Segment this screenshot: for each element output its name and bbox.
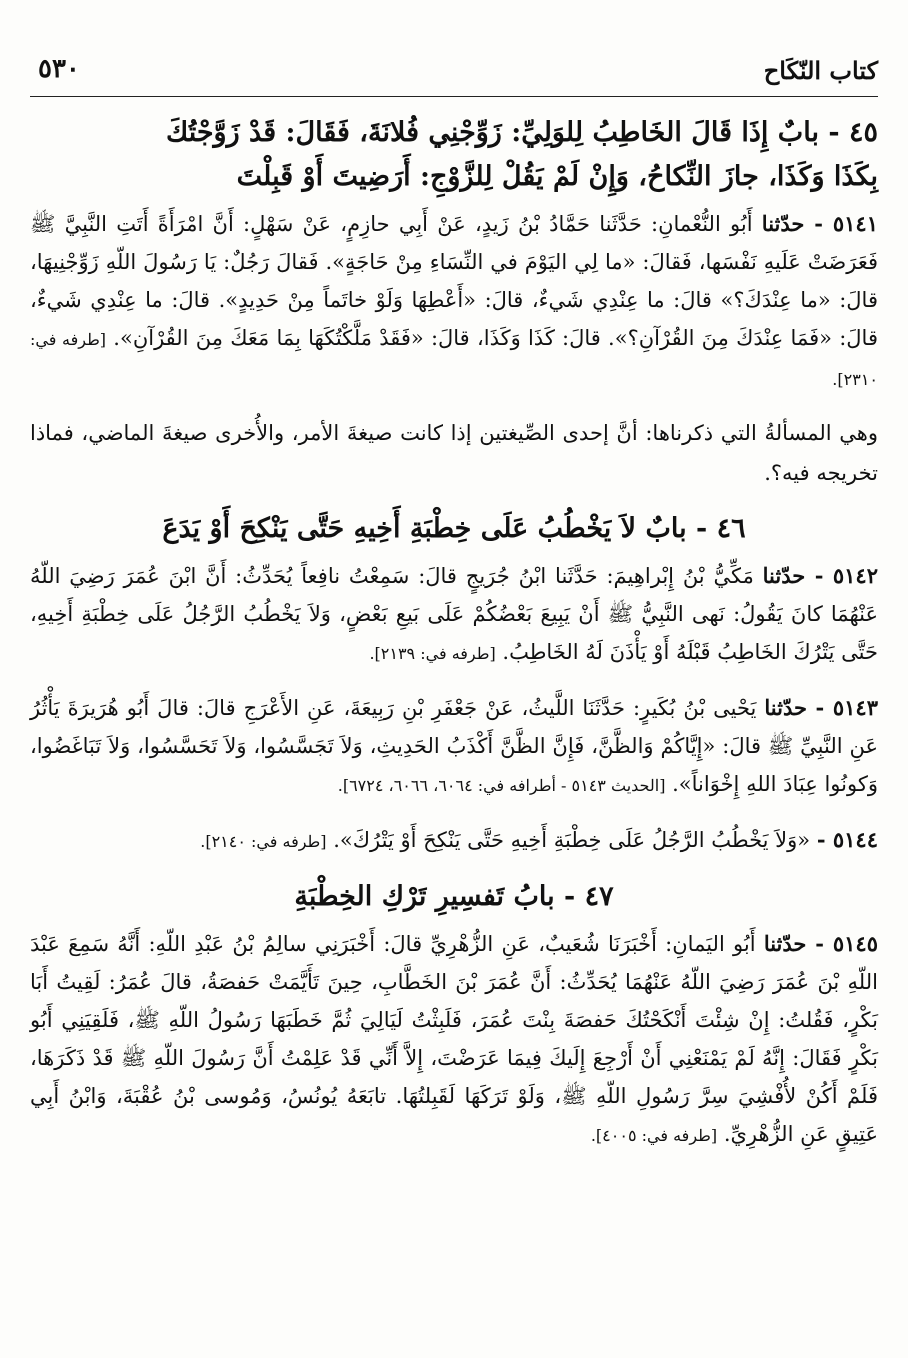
hadith-number: ٥١٤٥ - حدّثنا (763, 931, 878, 956)
hadith-number: ٥١٤١ - حدّثنا (761, 211, 878, 236)
chapter-47-heading: ٤٧ - بابُ تَفسِيرِ تَرْكِ الخِطْبَةِ (294, 881, 614, 912)
chapter-45-line-1: ٤٥ - بابٌ إِذَا قَالَ الخَاطِبُ لِلوَلِيِّ: زَوِّجْنِي فُلانَةَ، فَقَالَ: قَدْ زَوَّجْتُكَ (165, 117, 878, 148)
hadith-5144 (30, 821, 878, 861)
hadith-text: أَبُو اليَمانِ: أَخْبَرَنَا شُعَيبٌ، عَنِ الزُّهْرِيِّ قالَ: أَخْبَرَنِي سالِمُ بْنُ عَبْدِ اللّهِ: أَنَّهُ سَمِعَ عَبْدَ اللّهِ بْنَ عُمَرَ رَضِيَ اللّهُ عَنْهُمَا يُحَدِّثُ: أَنَّ عُمَرَ بْنَ الخَطَّابِ، حِينَ تَأَيَّمَتْ حَفصَةُ، قالَ عُمَرُ: لَقِيتُ أَبَا بَكْرٍ، فَقُلتُ: إِنْ شِئْتَ أَنْكَحْتُكَ حَفصَةَ بِنْتَ عُمَرَ، فَلَبِثْتُ لَيَالِيَ ثُمَّ خَطَبَهَا رَسُولُ اللّهِ ﷺ، فَلَقِيَنِي أَبُو بَكْرٍ فَقَالَ: إِنَّهُ لَمْ يَمْنَعْنِي أَنْ أَرْجِعَ إِلَيكَ فِيمَا عَرَضْتَ، إِلاَّ أَنِّي قَدْ عَلِمْتُ أَنَّ رَسُولَ اللّهِ ﷺ قَدْ ذَكَرَهَا، فَلَمْ أَكُنْ لأُفْشِيَ سِرَّ رَسُولِ اللّهِ ﷺ، وَلَوْ تَرَكَهَا لَقَبِلتُهَا. تابَعَهُ يُونُسُ، وَمُوسى بْنُ عُقْبَةَ، وَابْنُ أَبِي عَتِيقٍ عَنِ الزُّهْرِيِّ. (30, 932, 878, 1146)
hadith-text: يَحْيى بْنُ بُكَيرٍ: حَدَّثَنَا اللَّيثُ، عَنْ جَعْفَرِ بْنِ رَبِيعَةَ، عَنِ الأَعْرَجِ قالَ: قالَ أَبُو هُرَيرَةَ يَأْثُرُ عَنِ النَّبِيِّ ﷺ قالَ: «إِيَّاكُمْ وَالظَّنَّ، فَإِنَّ الظَّنَّ أَكْذَبُ الحَدِيثِ، وَلاَ تَجَسَّسُوا، وَلاَ تَحَسَّسُوا، وَلاَ تَبَاغَضُوا، وَكونُوا عِبَادَ اللهِ إِخْوَاناً». (30, 696, 878, 796)
hadith-5141 (30, 205, 878, 399)
hadith-reference: [طرفه في: ٢١٣٩]. (369, 644, 496, 663)
hadith-number: ٥١٤٣ - حدّثنا (764, 695, 878, 720)
hadith-number: ٥١٤٤ - (816, 827, 878, 852)
hadith-5145 (30, 925, 878, 1155)
hadith-reference: [طرفه في: ٢٣١٠]. (30, 330, 878, 389)
chapter-45-line-2: بِكَذَا وَكَذَا، جازَ النِّكاحُ، وَإِنْ لَمْ يَقُلْ لِلزَّوْجِ: أَرَضِيتَ أَوْ قَبِلْتَ (236, 161, 878, 192)
hadith-number: ٥١٤٢ - حدّثنا (762, 563, 878, 588)
hadith-5143 (30, 689, 878, 805)
chapter-46-heading: ٤٦ - بابٌ لاَ يَخْطُبُ عَلَى خِطْبَةِ أَخِيهِ حَتَّى يَنْكِحَ أَوْ يَدَعَ (162, 513, 746, 544)
hadith-reference: [طرفه في: ٤٠٠٥]. (590, 1126, 718, 1145)
hadith-text: مَكِّيُّ بْنُ إِبْراهِيمَ: حَدَّثَنا ابْنُ جُرَيجٍ قالَ: سَمِعْتُ نافِعاً يُحَدِّثُ: أَنَّ ابْنَ عُمَرَ رَضِيَ اللّهُ عَنْهُمَا كانَ يَقُولُ: نَهى النَّبِيُّ ﷺ أَنْ يَبِيعَ بَعْضُكُمْ عَلَى بَيعِ بَعْضٍ، وَلاَ يَخْطُبُ الرَّجُلُ عَلَى خِطْبَةِ أَخِيهِ، حَتَّى يَتْرُكَ الخَاطِبُ قَبْلَهُ أَوْ يَأْذَنَ لَهُ الخَاطِبُ. (30, 564, 878, 664)
hadith-text: «وَلاَ يَخْطُبُ الرَّجُلُ عَلَى خِطْبَةِ أَخِيهِ حَتَّى يَنْكِحَ أَوْ يَتْرُكَ». (333, 828, 811, 852)
running-title: كتاب النّكَاح (763, 56, 878, 85)
hadith-reference: [طرفه في: ٢١٤٠]. (200, 832, 327, 851)
book-page (30, 50, 878, 1340)
hadith-text: أَبُو النُّعْمانِ: حَدَّثَنا حَمَّادُ بْنُ زَيدٍ، عَنْ أَبِي حازِمٍ، عَنْ سَهْلٍ: أَنَّ امْرَأَةً أَتَتِ النَّبِيَّ ﷺ فَعَرَضَتْ عَلَيهِ نَفْسَها، فَقالَ: «ما لِي اليَوْمَ في النِّسَاءِ مِنْ حَاجَةٍ». فَقالَ رَجُلٌ: يَا رَسُولَ اللّهِ زَوِّجْنِيهَا، قالَ: «ما عِنْدَكَ؟» قالَ: ما عِنْدِي شَيءٌ، قالَ: «أَعْطِهَا وَلَوْ خاتَماً مِنْ حَدِيدٍ». قالَ: ما عِنْدِي شَيءٌ، قالَ: «فَمَا عِنْدَكَ مِنَ القُرْآنِ؟». قالَ: كَذَا وَكَذَا، قالَ: «فَقَدْ مَلَّكْتُكَهَا بِمَا مَعَكَ مِنَ القُرْآنِ». (30, 212, 878, 350)
page-number: ٥٣٠ (38, 54, 80, 84)
page-header (30, 50, 878, 97)
hadith-5142 (30, 557, 878, 673)
commentary: وهي المسألةُ التي ذكرناها: أنَّ إحدى الصِّيغتين إذا كانت صيغةَ الأمر، والأُخرى صيغةَ الماضي، فماذا تخريجه فيه؟. (30, 421, 878, 485)
hadith-reference: [الحديث ٥١٤٣ - أطرافه في: ٦٠٦٤، ٦٠٦٦، ٦٧٢٤]. (337, 776, 666, 795)
chapter-45-heading (30, 111, 878, 199)
